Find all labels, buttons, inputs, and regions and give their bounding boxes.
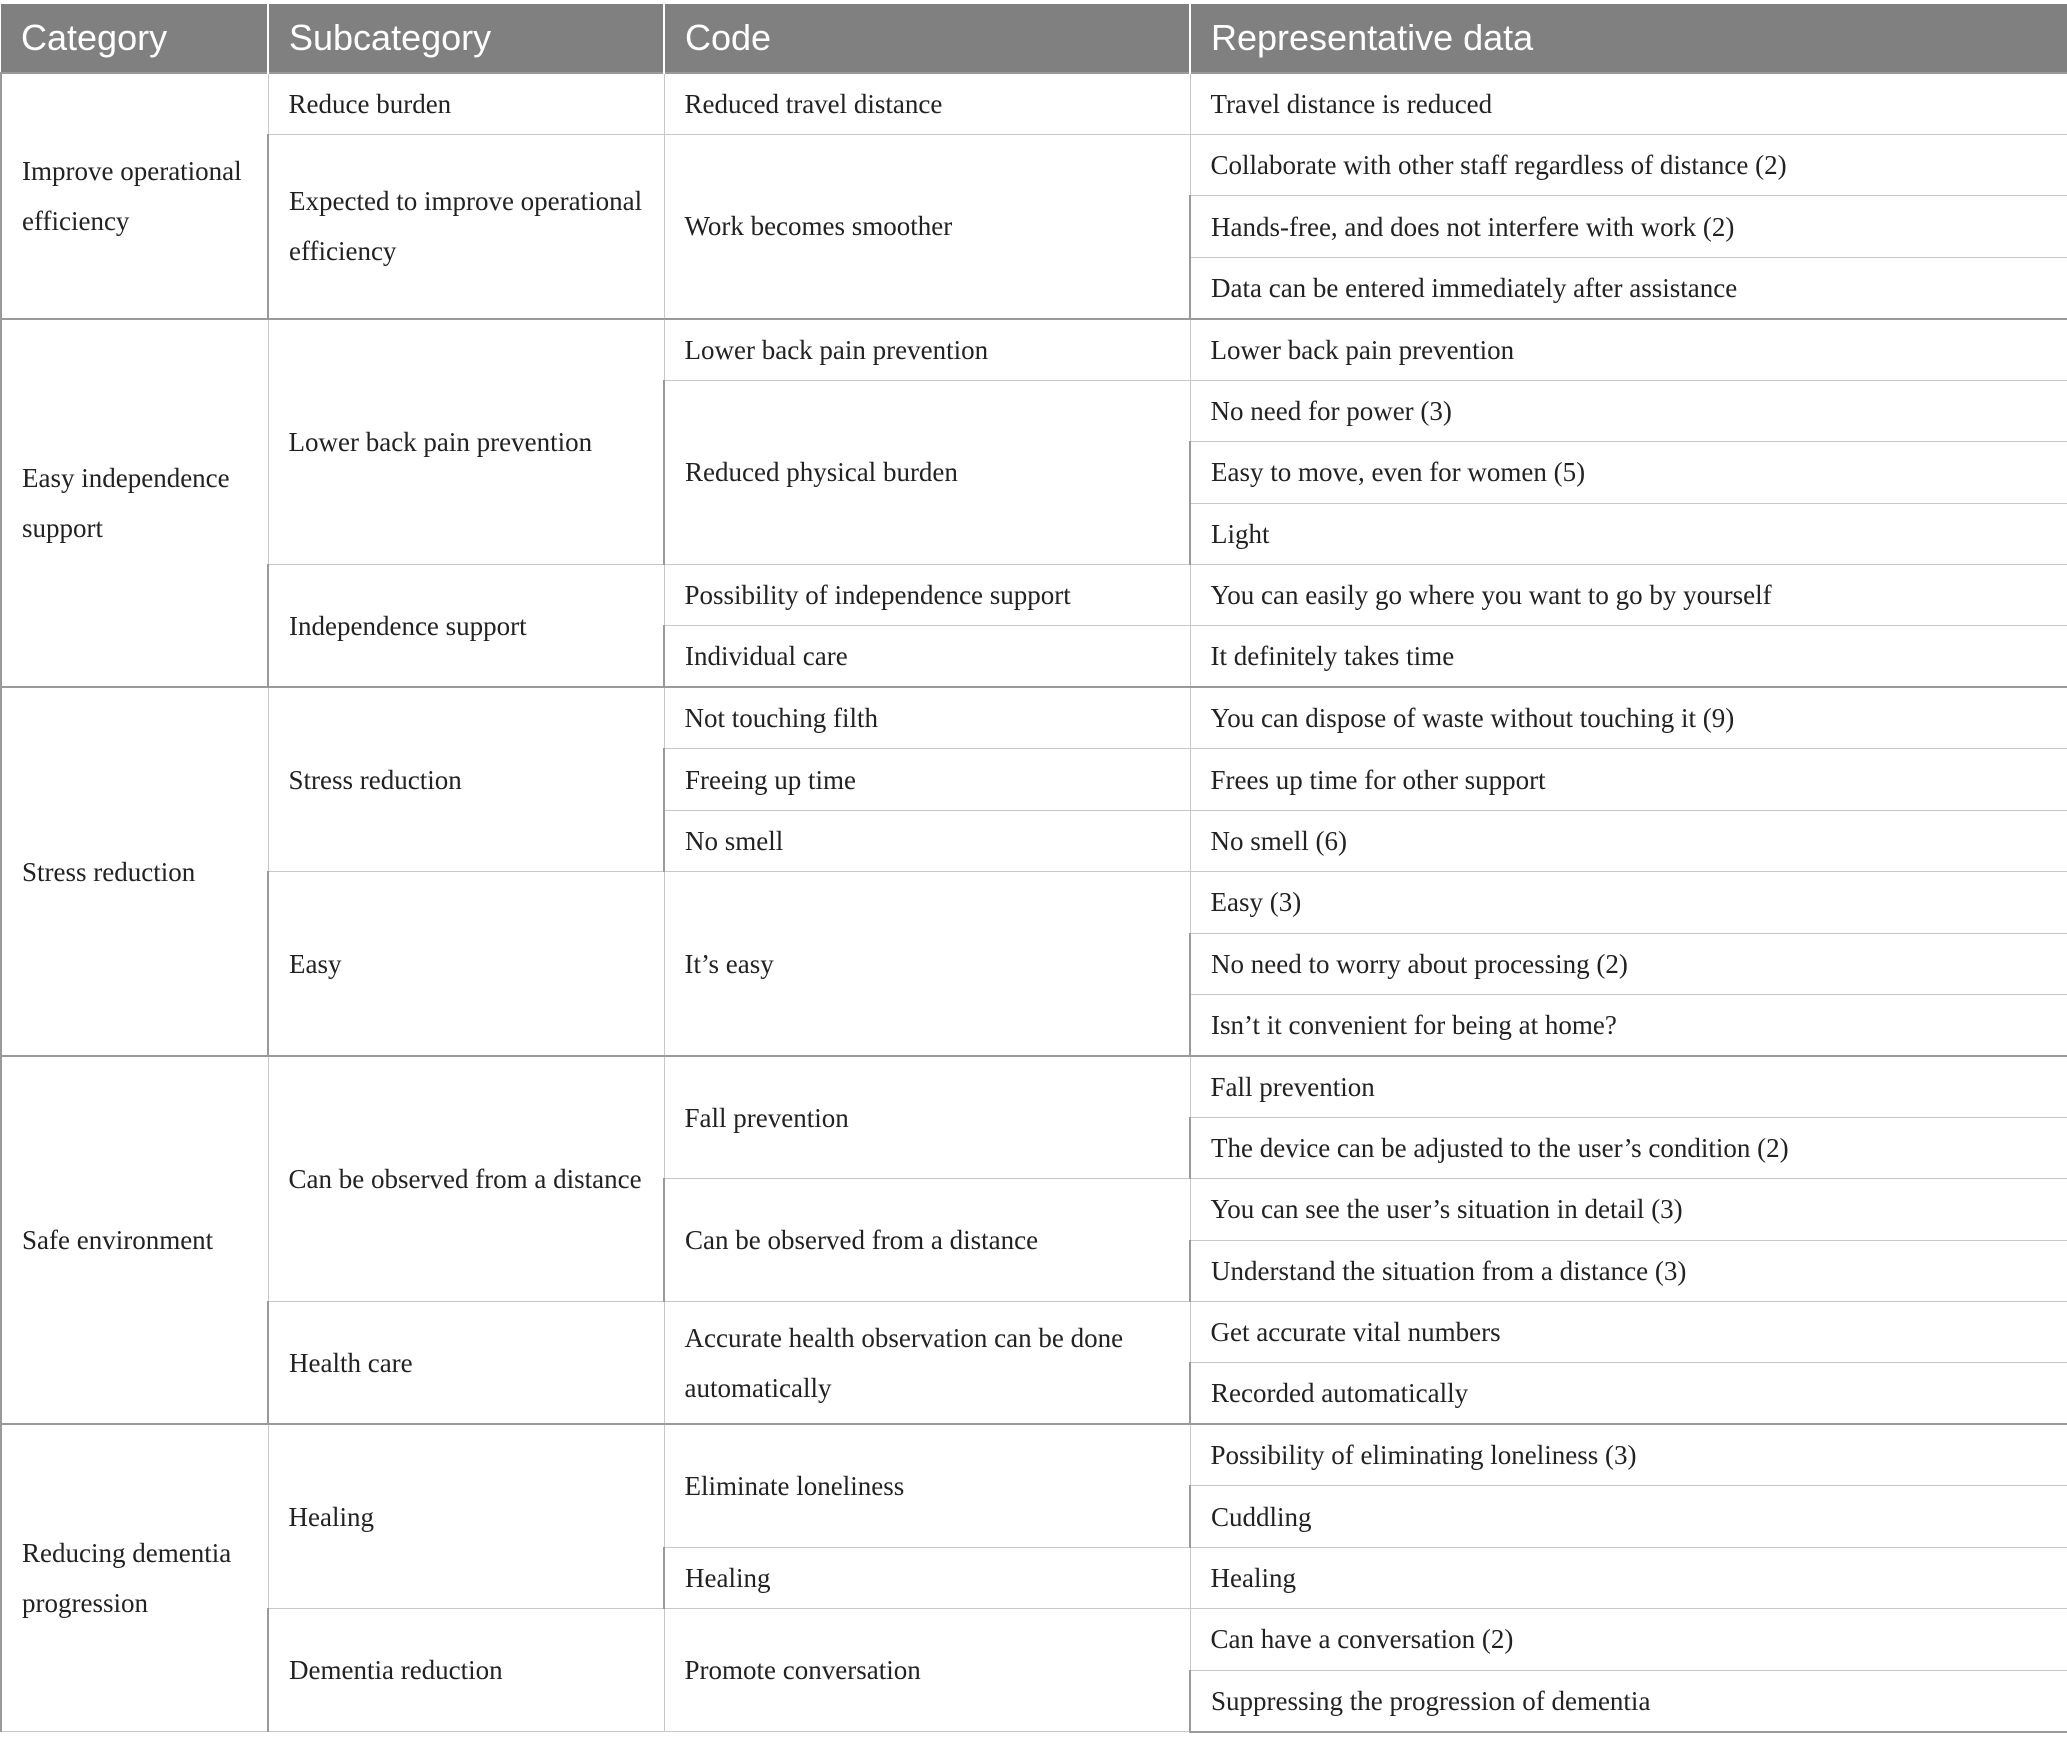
code-cell: Lower back pain prevention (664, 319, 1190, 381)
representative-data-cell: It definitely takes time (1190, 626, 2067, 688)
subcategory-cell: Healing (268, 1424, 664, 1608)
table-row (1, 872, 2067, 933)
representative-data-cell: Light (1190, 503, 2067, 564)
results-table (0, 4, 2067, 1733)
category-cell: Safe environment (1, 1056, 268, 1425)
header-row (1, 4, 2067, 73)
representative-data-cell: Hands-free, and does not interfere with work (2) (1190, 196, 2067, 257)
representative-data-cell: Frees up time for other support (1190, 749, 2067, 810)
table-row (1, 687, 2067, 749)
representative-data-cell: No need to worry about processing (2) (1190, 933, 2067, 994)
representative-data-cell: Get accurate vital numbers (1190, 1302, 2067, 1363)
representative-data-cell: Easy to move, even for women (5) (1190, 442, 2067, 503)
representative-data-cell: Possibility of eliminating loneliness (3) (1190, 1424, 2067, 1486)
table-row (1, 319, 2067, 381)
table-row (1, 1424, 2067, 1486)
representative-data-cell: Suppressing the progression of dementia (1190, 1670, 2067, 1732)
representative-data-cell: You can easily go where you want to go by yourself (1190, 564, 2067, 625)
table-header (1, 4, 2067, 73)
representative-data-cell: No smell (6) (1190, 810, 2067, 871)
code-cell: Healing (664, 1547, 1190, 1608)
subcategory-cell: Independence support (268, 564, 664, 687)
representative-data-cell: Understand the situation from a distance (3) (1190, 1240, 2067, 1301)
category-cell: Easy independence support (1, 319, 268, 688)
representative-data-cell: The device can be adjusted to the user’s condition (2) (1190, 1117, 2067, 1178)
table-row (1, 1609, 2067, 1670)
subcategory-cell: Dementia reduction (268, 1609, 664, 1732)
code-cell: No smell (664, 810, 1190, 871)
code-cell: Individual care (664, 626, 1190, 688)
code-cell: Can be observed from a distance (664, 1179, 1190, 1302)
table-row (1, 1056, 2067, 1118)
representative-data-cell: Healing (1190, 1547, 2067, 1608)
representative-data-cell: Collaborate with other staff regardless of distance (2) (1190, 135, 2067, 196)
representative-data-cell: Cuddling (1190, 1486, 2067, 1547)
header-representative-data: Representative data (1190, 4, 2067, 73)
code-cell: It’s easy (664, 872, 1190, 1056)
category-cell: Improve operational efficiency (1, 73, 268, 319)
category-cell: Stress reduction (1, 687, 268, 1056)
representative-data-cell: Easy (3) (1190, 872, 2067, 933)
code-cell: Eliminate loneliness (664, 1424, 1190, 1547)
subcategory-cell: Stress reduction (268, 687, 664, 871)
header-category: Category (1, 4, 268, 73)
subcategory-cell: Health care (268, 1302, 664, 1425)
code-cell: Possibility of independence support (664, 564, 1190, 625)
table-body (1, 73, 2067, 1732)
category-cell: Reducing dementia progression (1, 1424, 268, 1731)
representative-data-cell: Lower back pain prevention (1190, 319, 2067, 381)
header-subcategory: Subcategory (268, 4, 664, 73)
representative-data-cell: Data can be entered immediately after assistance (1190, 257, 2067, 319)
representative-data-cell: Fall prevention (1190, 1056, 2067, 1118)
representative-data-cell: You can dispose of waste without touching it (9) (1190, 687, 2067, 749)
header-code: Code (664, 4, 1190, 73)
representative-data-cell: You can see the user’s situation in detail (3) (1190, 1179, 2067, 1240)
code-cell: Reduced physical burden (664, 380, 1190, 564)
subcategory-cell: Expected to improve operational efficiency (268, 135, 664, 319)
representative-data-cell: Travel distance is reduced (1190, 73, 2067, 135)
subcategory-cell: Can be observed from a distance (268, 1056, 664, 1302)
code-cell: Reduced travel distance (664, 73, 1190, 135)
representative-data-cell: No need for power (3) (1190, 380, 2067, 441)
subcategory-cell: Reduce burden (268, 73, 664, 135)
table-row (1, 564, 2067, 625)
representative-data-cell: Can have a conversation (2) (1190, 1609, 2067, 1670)
code-cell: Work becomes smoother (664, 135, 1190, 319)
code-cell: Not touching filth (664, 687, 1190, 749)
representative-data-cell: Isn’t it convenient for being at home? (1190, 994, 2067, 1056)
representative-data-cell: Recorded automatically (1190, 1363, 2067, 1425)
table-row (1, 1302, 2067, 1363)
code-cell: Fall prevention (664, 1056, 1190, 1179)
code-cell: Accurate health observation can be done automatically (664, 1302, 1190, 1425)
subcategory-cell: Lower back pain prevention (268, 319, 664, 565)
table-row (1, 73, 2067, 135)
code-cell: Promote conversation (664, 1609, 1190, 1732)
subcategory-cell: Easy (268, 872, 664, 1056)
table-row (1, 135, 2067, 196)
code-cell: Freeing up time (664, 749, 1190, 810)
